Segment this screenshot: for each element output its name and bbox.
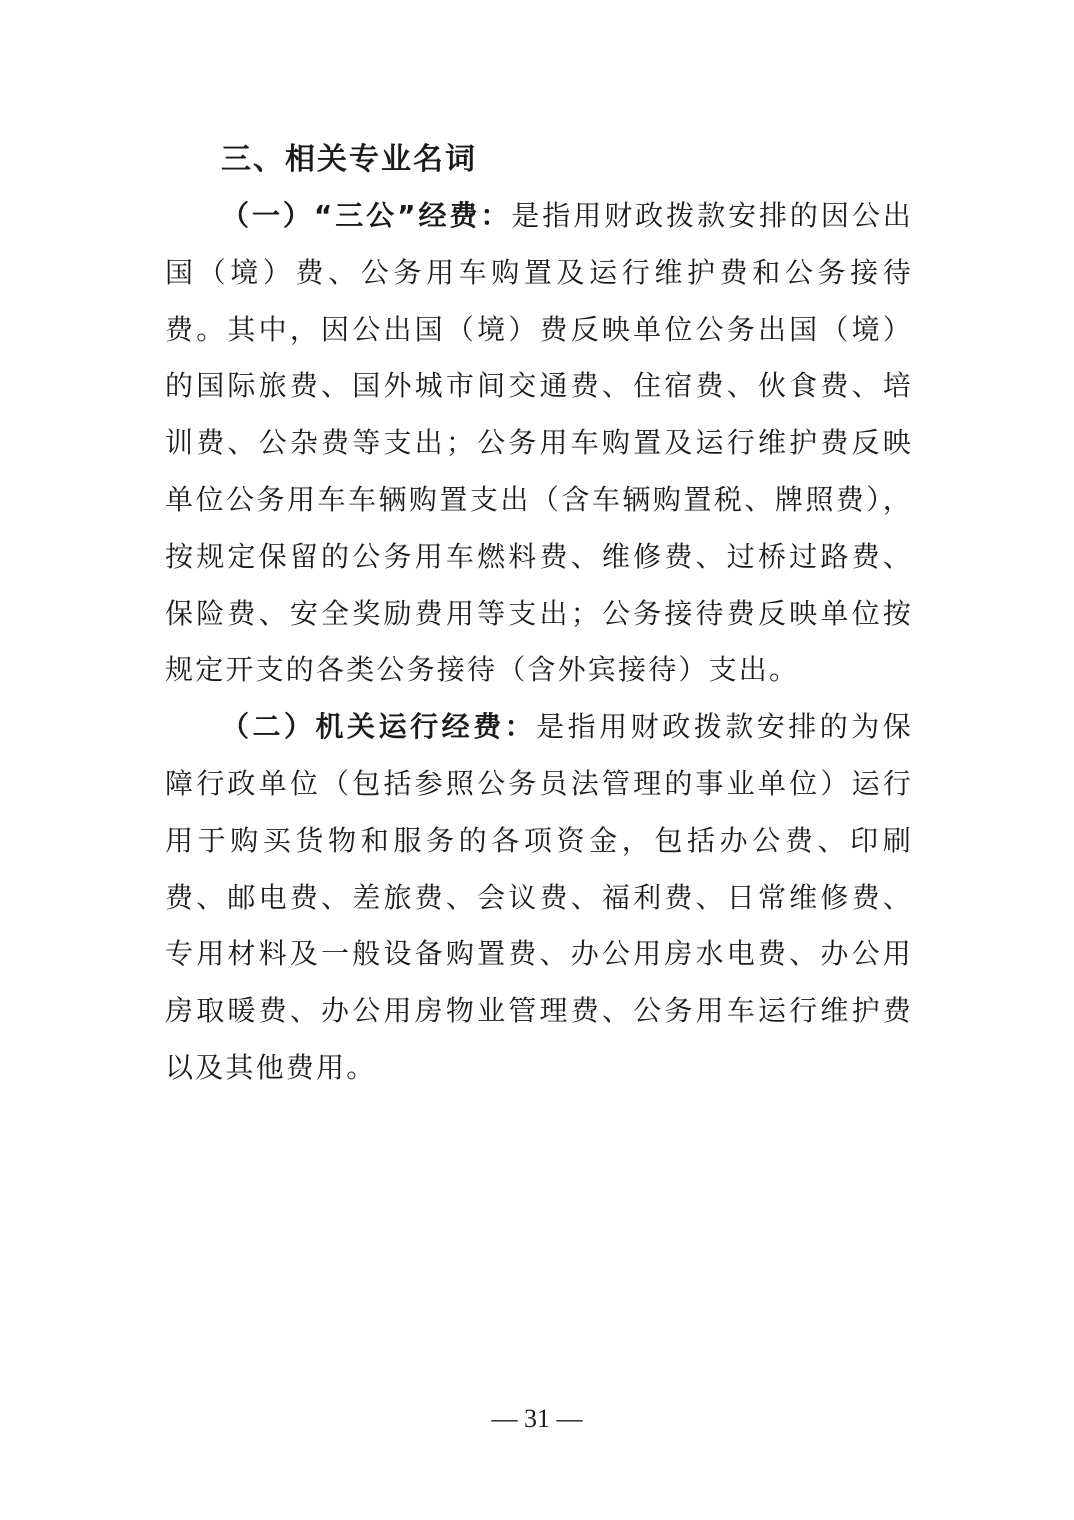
paragraph-agency-operating-funds	[165, 699, 913, 1097]
term-agency-operating-funds: （二）机关运行经费：	[221, 710, 537, 744]
definition-agency-operating-funds: 是指用财政拨款安排的为保障行政单位（包括参照公务员法管理的事业单位）运行用于购买货物和服务的各项资金，包括办公费、印刷费、邮电费、差旅费、会议费、福利费、日常维修费、专用材料及一般设备购置费、办公用房水电费、办公用房取暖费、办公用房物业管理费、公务用车运行维护费以及其他费用。	[165, 710, 913, 1084]
page-number: — 31 —	[491, 1404, 583, 1433]
term-sangong-funds: （一）“三公”经费：	[221, 199, 512, 232]
paragraph-sangong-funds	[165, 188, 913, 699]
definition-sangong-funds: 是指用财政拨款安排的因公出国（境）费、公务用车购置及运行维护费和公务接待费。其中，因公出国（境）费反映单位公务出国（境）的国际旅费、国外城市间交通费、住宿费、伙食费、培训费、公杂费等支出；公务用车购置及运行维护费反映单位公务用车车辆购置支出（含车辆购置税、牌照费），按规定保留的公务用车燃料费、维修费、过桥过路费、保险费、安全奖励费用等支出；公务接待费反映单位按规定开支的各类公务接待（含外宾接待）支出。	[165, 199, 913, 687]
document-body	[165, 132, 913, 1097]
section-heading: 三、相关专业名词	[221, 142, 477, 177]
